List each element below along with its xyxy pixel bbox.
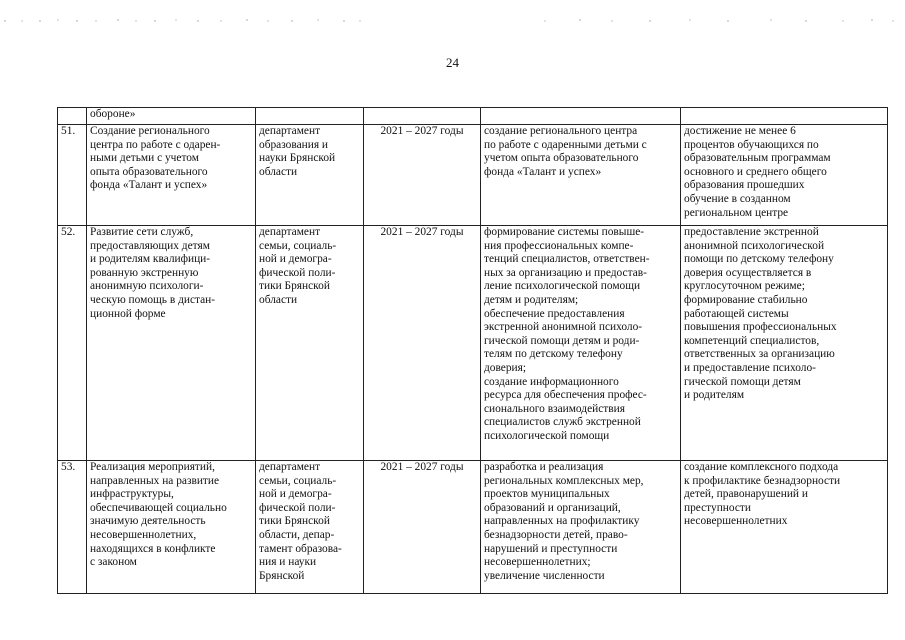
measures-table (57, 107, 888, 594)
table-row (58, 108, 888, 125)
period-cell: 2021 – 2027 годы (364, 125, 481, 226)
result-cell: создание регионального центра по работе с одаренными детьми с учетом опыта образовательного фонда «Талант и успех» (481, 125, 681, 226)
page-number: 24 (446, 55, 459, 70)
event-cell: обороне» (87, 108, 256, 125)
result-cell: формирование системы повыше- ния профессиональных компе- тенций специалистов, ответствен- ных за организацию и предостав- ление психологической помощи детям и родителям; обеспечение предоставления экстренной анонимной психоло- гической помощи детям и роди- телям по детскому телефону доверия; создание информационного ресурса для обеспечения профес- сионального взаимодействия специалистов служб экстренной психологической помощи (481, 226, 681, 461)
event-cell: Реализация мероприятий, направленных на развитие инфраструктуры, обеспечивающей социально значимую деятельность несовершеннолетних, находящихся в конфликте с законом (87, 461, 256, 594)
indicator-cell: достижение не менее 6 процентов обучающихся по образовательным программам основного и среднего общего образования прошедших обучение в созданном региональном центре (681, 125, 888, 226)
row-number-cell: 52. (58, 226, 87, 461)
executor-cell: департамент семьи, социаль- ной и демогра- фической поли- тики Брянской области, депар- тамент образова- ния и науки Брянской (256, 461, 364, 594)
event-cell: Развитие сети служб, предоставляющих детям и родителям квалифици- рованную экстренную анонимную психологи- ческую помощь в дистан- ционной форме (87, 226, 256, 461)
executor-cell (256, 108, 364, 125)
table-row (58, 125, 888, 226)
row-number-cell (58, 108, 87, 125)
period-cell: 2021 – 2027 годы (364, 226, 481, 461)
indicator-cell (681, 108, 888, 125)
table-row (58, 226, 888, 461)
result-cell: разработка и реализация региональных комплексных мер, проектов муниципальных образований и организаций, направленных на профилактику безнадзорности детей, право- нарушений и преступности несовершеннолетних; увеличение численности (481, 461, 681, 594)
indicator-cell: предоставление экстренной анонимной психологической помощи по детскому телефону доверия осуществляется в круглосуточном режиме; формирование стабильно работающей системы повышения профессиональных компетенций специалистов, ответственных за организацию и предоставление психоло- гической помощи детям и родителям (681, 226, 888, 461)
table-row (58, 461, 888, 594)
row-number-cell: 53. (58, 461, 87, 594)
executor-cell: департамент семьи, социаль- ной и демогра- фической поли- тики Брянской области (256, 226, 364, 461)
scan-artifact-dots (0, 0, 905, 30)
result-cell (481, 108, 681, 125)
indicator-cell: создание комплексного подхода к профилактике безнадзорности детей, правонарушений и преступности несовершеннолетних (681, 461, 888, 594)
period-cell: 2021 – 2027 годы (364, 461, 481, 594)
event-cell: Создание регионального центра по работе с одарен- ными детьми с учетом опыта образовательного фонда «Талант и успех» (87, 125, 256, 226)
row-number-cell: 51. (58, 125, 87, 226)
executor-cell: департамент образования и науки Брянской области (256, 125, 364, 226)
period-cell (364, 108, 481, 125)
